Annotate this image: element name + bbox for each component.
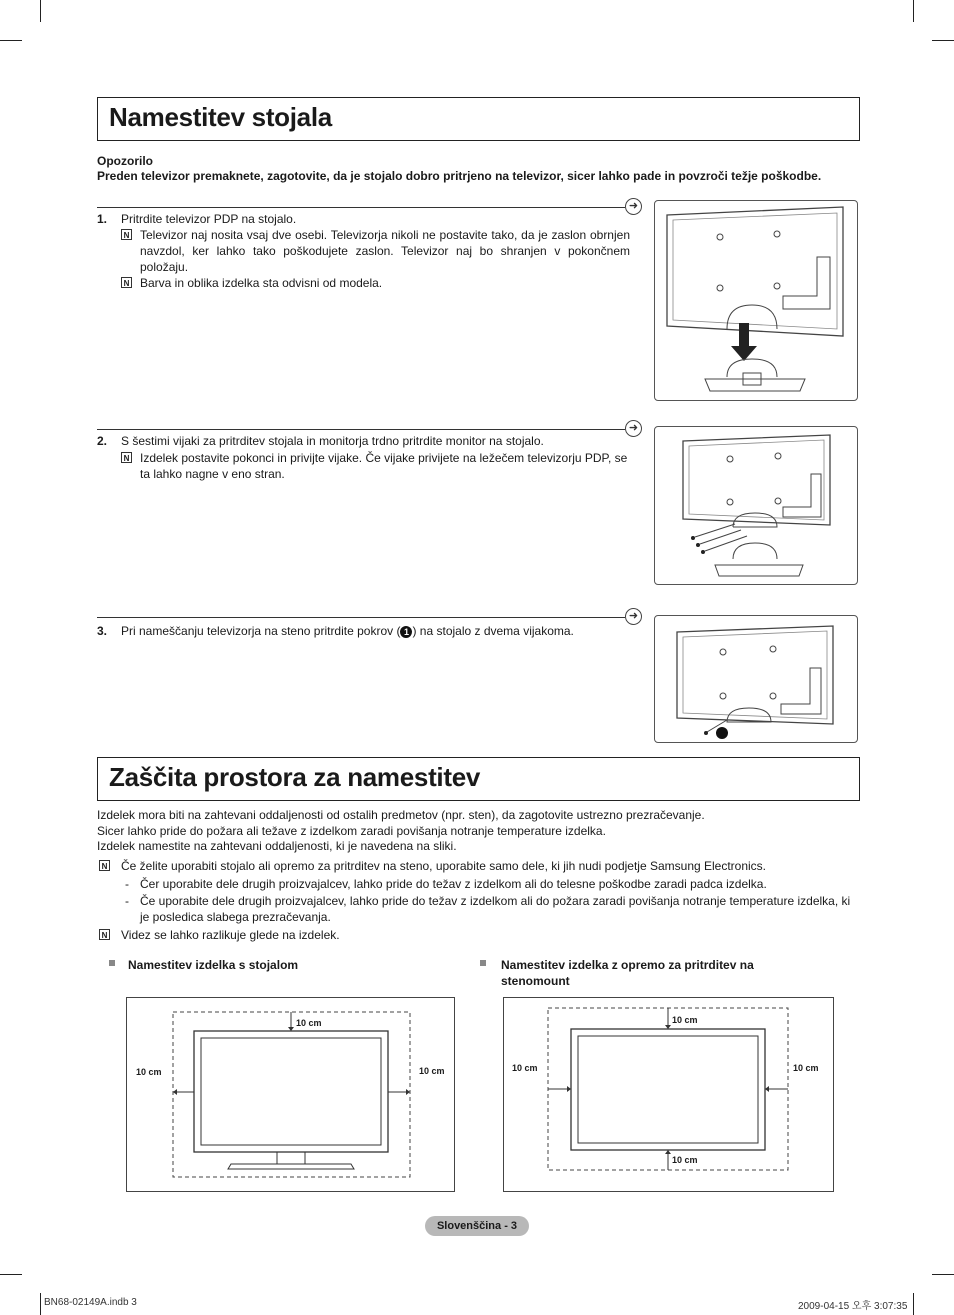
distance-label-bottom: 10 cm — [672, 1155, 698, 1165]
stand-attach-illustration — [654, 200, 858, 401]
crop-mark — [932, 1274, 954, 1275]
distance-label-top: 10 cm — [296, 1018, 322, 1028]
warning-label: Opozorilo — [97, 154, 153, 168]
note-icon: N — [99, 929, 110, 940]
distance-label-right: 10 cm — [793, 1063, 819, 1073]
tv-screws-illustration — [655, 427, 857, 584]
step-text-after: ) na stojalo z dvema vijakoma. — [412, 624, 574, 638]
step-note: Barva in oblika izdelka sta odvisni od modela. — [140, 276, 383, 290]
cover-marker: 1 — [400, 626, 412, 638]
diagram-title-wall: Namestitev izdelka z opremo za pritrditev na stenomount — [501, 958, 754, 988]
step-divider — [97, 207, 625, 208]
screw-attach-illustration — [654, 426, 858, 585]
clearance-diagram-stand — [126, 997, 455, 1192]
step-number: 2. — [97, 434, 108, 448]
note-icon: N — [99, 860, 110, 871]
step-note: Televizor naj nosita vsaj dve osebi. Televizorja nikoli ne postavite tako, da je zaslon obrnjen navzdol, ker lahko tako poškodujete zaslon. Televizor naj bo shranjen v pokončnem položaju. — [140, 228, 630, 274]
note-icon: N — [121, 229, 132, 240]
crop-mark — [40, 0, 41, 22]
step-number: 3. — [97, 624, 108, 638]
tv-back-illustration — [655, 201, 857, 400]
body-paragraph: Izdelek namestite na zahtevani oddaljenosti, ki je navedena na sliki. — [97, 839, 457, 853]
bullet-square — [109, 960, 115, 966]
step-divider — [97, 617, 625, 618]
section-title: Namestitev stojala — [109, 102, 332, 132]
note-icon: N — [121, 452, 132, 463]
crop-mark — [913, 1293, 914, 1315]
step-number: 1. — [97, 212, 108, 226]
body-paragraph: Izdelek mora biti na zahtevani oddaljenosti od ostalih predmetov (npr. sten), da zagotovite ustrezno prezračevanje. — [97, 808, 705, 822]
diagram-title-stand: Namestitev izdelka s stojalom — [128, 958, 299, 972]
stand-clearance-illustration — [127, 998, 454, 1191]
page-number-badge: Slovenščina - 3 — [425, 1216, 529, 1236]
crop-mark — [913, 0, 914, 22]
section-heading-clearance — [97, 757, 860, 801]
note-text: Videz se lahko razlikuje glede na izdelek. — [121, 928, 340, 942]
body-paragraph: Sicer lahko pride do požara ali težave z izdelkom zaradi povišanja notranje temperature izdelka. — [97, 824, 606, 838]
bullet-square — [480, 960, 486, 966]
note-text: Če želite uporabiti stojalo ali opremo za pritrditev na steno, uporabite samo dele, ki jih nudi podjetje Samsung Electronics. — [121, 859, 767, 873]
wall-clearance-illustration — [504, 998, 833, 1191]
step-text-before: Pri nameščanju televizorja na steno pritrdite pokrov ( — [121, 624, 401, 638]
dash-item: Čer uporabite dele drugih proizvajalcev, lahko pride do težav z izdelkom ali do telesne poškodbe zaradi padca izdelka. — [140, 877, 767, 891]
footer-file: BN68-02149A.indb 3 — [44, 1297, 137, 1308]
step-divider — [97, 429, 625, 430]
note-icon: N — [121, 277, 132, 288]
footer-date: 2009-04-15 오후 3:07:35 — [798, 1301, 908, 1312]
step-text: S šestimi vijaki za pritrditev stojala in monitorja trdno pritrdite monitor na stojalo. — [121, 434, 544, 448]
wall-cover-illustration — [654, 615, 858, 743]
distance-label-right: 10 cm — [419, 1066, 445, 1076]
warning-text: Preden televizor premaknete, zagotovite, da je stojalo dobro pritrjeno na televizor, sicer lahko pade in povzroči težje poškodbe. — [97, 169, 822, 183]
distance-label-left: 10 cm — [512, 1063, 538, 1073]
arrow-right-circle-icon: ➜ — [625, 420, 642, 437]
crop-mark — [40, 1293, 41, 1315]
arrow-right-circle-icon: ➜ — [625, 608, 642, 625]
crop-mark — [0, 1274, 22, 1275]
crop-mark — [0, 40, 22, 41]
dash-marker: - — [125, 894, 129, 908]
arrow-right-circle-icon: ➜ — [625, 198, 642, 215]
tv-cover-illustration — [655, 616, 857, 742]
step-text: Pritrdite televizor PDP na stojalo. — [121, 212, 297, 226]
section-title: Zaščita prostora za namestitev — [109, 762, 481, 792]
crop-mark — [932, 40, 954, 41]
step-note: Izdelek postavite pokonci in privijte vijake. Če vijake privijete na ležečem televizorju PDP, se ta lahko nagne v eno stran. — [140, 451, 628, 481]
clearance-diagram-wall — [503, 997, 834, 1192]
step-text — [121, 623, 574, 639]
distance-label-left: 10 cm — [136, 1067, 162, 1077]
distance-label-top: 10 cm — [672, 1015, 698, 1025]
dash-marker: - — [125, 877, 129, 891]
section-heading-stand — [97, 97, 860, 141]
dash-item: Če uporabite dele drugih proizvajalcev, lahko pride do težav z izdelkom ali do požara zaradi povišanja notranje temperature izdelka, ki je posledica slabega prezračevanja. — [140, 894, 851, 924]
